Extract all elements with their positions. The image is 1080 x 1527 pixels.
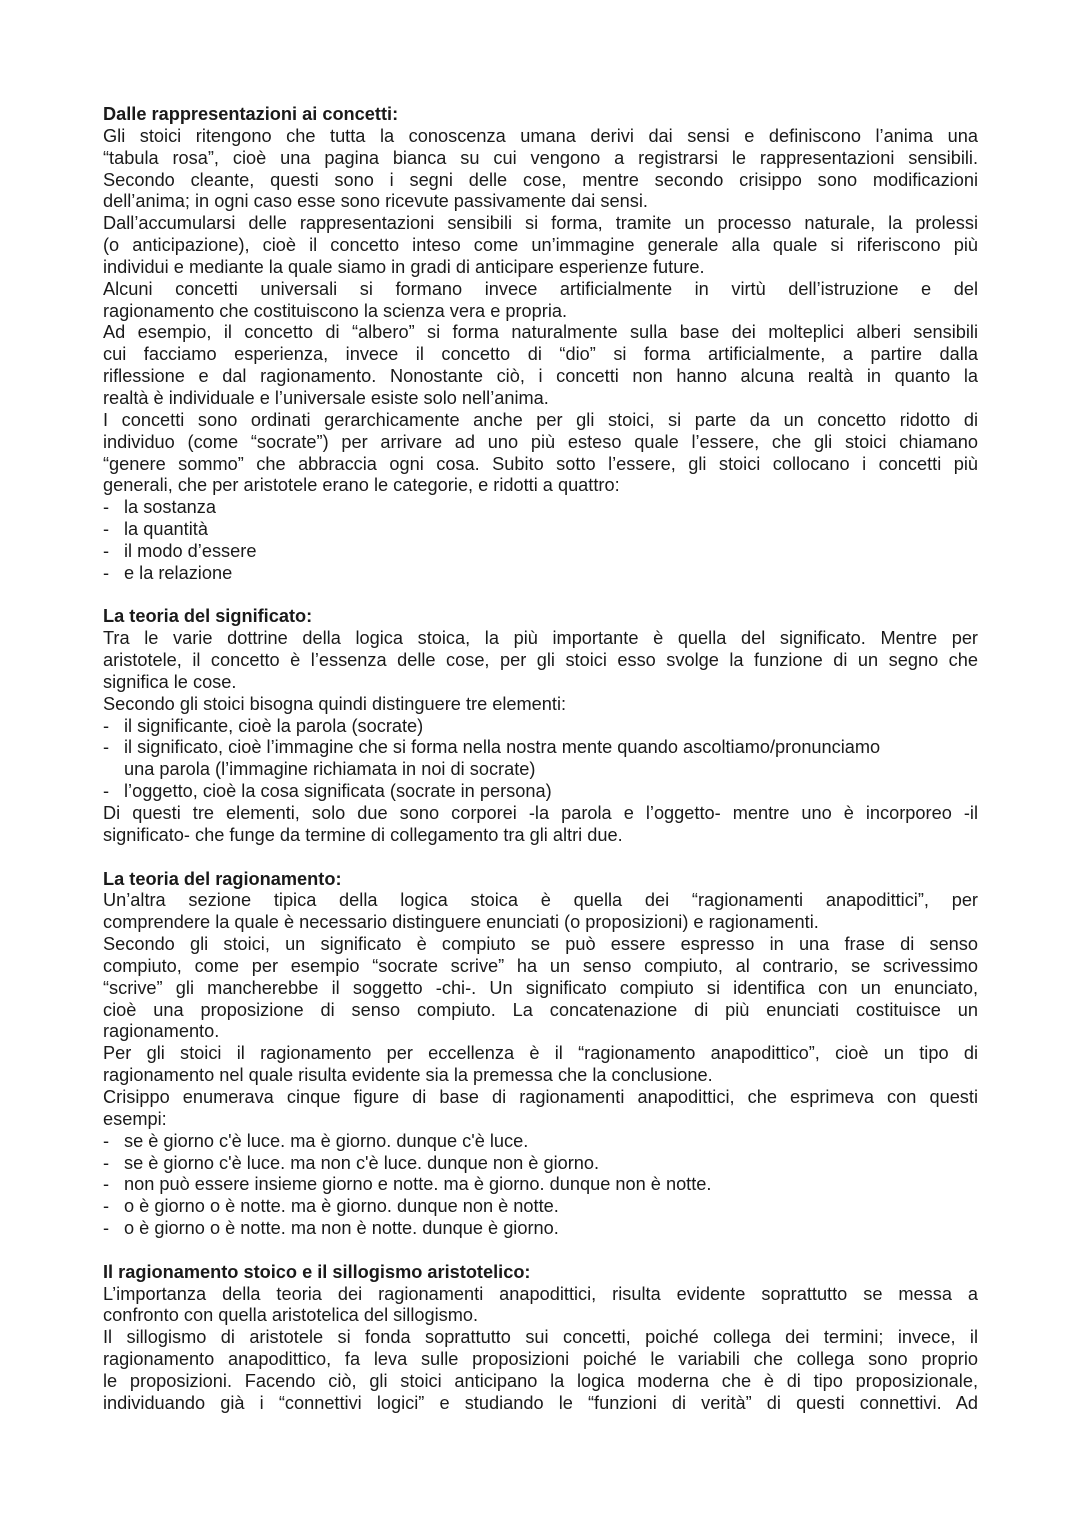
list-item-text: il modo d’essere	[124, 540, 257, 561]
paragraph	[103, 1043, 978, 1087]
text-line: “genere sommo” che abbraccia ogni cosa. Subito sotto l’essere, gli stoici collocano i concetti più	[103, 453, 978, 474]
text-line: ragionamento che costituiscono la scienza vera e propria.	[103, 300, 568, 321]
dash-bullet-icon: -	[103, 1174, 110, 1195]
text-line: aristotele, il concetto è l’essenza delle cose, per gli stoici esso svolge la funzione di un segno che	[103, 650, 978, 671]
dash-bullet-icon: -	[103, 1152, 110, 1173]
text-line: le proposizioni. Facendo ciò, gli stoici anticipano la logica moderna che è di tipo proposizionale,	[103, 1370, 978, 1391]
list-item	[103, 1153, 978, 1175]
document-section	[103, 869, 978, 1240]
text-line: ragionamento anapodittico, fa leva sulle proposizioni poiché le variabili che collega sono proprio	[103, 1349, 978, 1370]
paragraph	[103, 890, 978, 934]
list-item	[103, 519, 978, 541]
dash-bullet-icon: -	[103, 540, 110, 561]
paragraph	[103, 410, 978, 497]
text-line: Tra le varie dottrine della logica stoica, la più importante è quella del significato. Mentre per	[103, 628, 978, 649]
paragraph	[103, 694, 978, 716]
paragraph	[103, 126, 978, 213]
text-line: (o anticipazione), cioè il concetto inteso come un’immagine generale alla quale si riferiscono più	[103, 235, 978, 256]
dash-bullet-icon: -	[103, 519, 110, 540]
text-line: Dall’accumularsi delle rappresentazioni sensibili si forma, tramite un processo naturale, la prolessi	[103, 213, 978, 234]
document-section	[103, 606, 978, 846]
list-item-text: il significato, cioè l’immagine che si forma nella nostra mente quando ascoltiamo/pronunciamo	[124, 737, 881, 758]
paragraph	[103, 1327, 978, 1414]
text-line: Secondo cleante, questi sono i segni delle cose, mentre secondo crisippo sono modificazioni	[103, 169, 978, 190]
list-item-text: o è giorno o è notte. ma non è notte. dunque è giorno.	[124, 1218, 559, 1239]
list-item-text: l’oggetto, cioè la cosa significata (socrate in persona)	[124, 781, 552, 802]
document-page	[103, 104, 978, 1415]
text-line: significato- che funge da termine di collegamento tra gli altri due.	[103, 824, 623, 845]
text-line: “scrive” gli mancherebbe il soggetto -chi-. Un significato compiuto si identifica con un enunciato,	[103, 977, 978, 998]
text-line: Alcuni concetti universali si formano invece artificialmente in virtù dell’istruzione e del	[103, 278, 978, 299]
text-line: cui facciamo esperienza, invece il concetto di “dio” si forma artificialmente, a partire dalla	[103, 344, 978, 365]
text-line: Gli stoici ritengono che tutta la conoscenza umana derivi dai sensi e definiscono l’anima una	[103, 125, 978, 146]
dash-bullet-icon: -	[103, 737, 110, 758]
list-item	[103, 737, 978, 781]
list-item	[103, 1131, 978, 1153]
list-item-text: se è giorno c'è luce. ma non c'è luce. dunque non è giorno.	[124, 1152, 600, 1173]
text-line: esempi:	[103, 1108, 167, 1129]
text-line: realtà è individuale e l’universale esiste solo nell’anima.	[103, 387, 549, 408]
text-line: confronto con quella aristotelica del sillogismo.	[103, 1305, 479, 1326]
text-line: dell’anima; in ogni caso esse sono ricevute passivamente dai sensi.	[103, 191, 648, 212]
list-item-text: non può essere insieme giorno e notte. ma è giorno. dunque non è notte.	[124, 1174, 712, 1195]
list-item-text: e la relazione	[124, 562, 233, 583]
bullet-list	[103, 1131, 978, 1240]
text-line: generali, che per aristotele erano le categorie, e ridotti a quattro:	[103, 475, 620, 496]
dash-bullet-icon: -	[103, 1218, 110, 1239]
section-heading: La teoria del significato:	[103, 606, 313, 627]
text-line: Secondo gli stoici bisogna quindi distinguere tre elementi:	[103, 693, 567, 714]
text-line: Un’altra sezione tipica della logica stoica è quella dei “ragionamenti anapodittici”, per	[103, 890, 978, 911]
paragraph	[103, 628, 978, 694]
bullet-list	[103, 716, 978, 803]
text-line: compiuto, come per esempio “socrate scrive” ha un senso compiuto, al contrario, se scrivessimo	[103, 955, 978, 976]
dash-bullet-icon: -	[103, 1130, 110, 1151]
text-line: “tabula rosa”, cioè una pagina bianca su cui vengono a registrarsi le rappresentazioni sensibili.	[103, 147, 978, 168]
dash-bullet-icon: -	[103, 562, 110, 583]
document-section	[103, 1262, 978, 1415]
paragraph	[103, 934, 978, 1043]
list-item-text: la sostanza	[124, 497, 217, 518]
text-line: I concetti sono ordinati gerarchicamente anche per gli stoici, si parte da un concetto ridotto di	[103, 409, 978, 430]
paragraph	[103, 213, 978, 279]
list-item-text: la quantità	[124, 519, 208, 540]
list-item	[103, 541, 978, 563]
paragraph	[103, 1087, 978, 1131]
section-heading: Dalle rappresentazioni ai concetti:	[103, 104, 399, 124]
list-item	[103, 1196, 978, 1218]
paragraph	[103, 1284, 978, 1328]
text-line: ragionamento nel quale risulta evidente sia la premessa che la conclusione.	[103, 1065, 713, 1086]
list-item	[103, 716, 978, 738]
text-line: individuo (come “socrate”) per arrivare ad uno più esteso quale l’essere, che gli stoici chiamano	[103, 431, 978, 452]
section-heading: Il ragionamento stoico e il sillogismo aristotelico:	[103, 1261, 531, 1282]
text-line: Ad esempio, il concetto di “albero” si forma naturalmente sulla base dei molteplici alberi sensibili	[103, 322, 978, 343]
text-line: ragionamento.	[103, 1021, 220, 1042]
text-line: Per gli stoici il ragionamento per eccellenza è il “ragionamento anapodittico”, cioè un tipo di	[103, 1043, 978, 1064]
bullet-list	[103, 497, 978, 584]
list-item-text: o è giorno o è notte. ma è giorno. dunque non è notte.	[124, 1196, 559, 1217]
text-line: Di questi tre elementi, solo due sono corporei -la parola e l’oggetto- mentre uno è incorporeo -il	[103, 803, 978, 823]
dash-bullet-icon: -	[103, 781, 110, 802]
text-line: comprendere la quale è necessario distinguere enunciati (o proposizioni) e ragionamenti.	[103, 912, 819, 933]
list-item-text: il significante, cioè la parola (socrate)	[124, 715, 424, 736]
dash-bullet-icon: -	[103, 497, 110, 518]
text-line: Crisippo enumerava cinque figure di base di ragionamenti anapodittici, che esprimeva con questi	[103, 1086, 978, 1107]
list-item	[103, 1218, 978, 1240]
paragraph	[103, 803, 978, 847]
text-line: individuando già i “connettivi logici” e studiando le “funzioni di verità” di questi connettivi. Ad	[103, 1392, 978, 1413]
text-line: riflessione e dal ragionamento. Nonostante ciò, i concetti non hanno alcuna realtà in quanto la	[103, 366, 978, 387]
section-heading: La teoria del ragionamento:	[103, 868, 342, 889]
list-item-text: se è giorno c'è luce. ma è giorno. dunque c'è luce.	[124, 1130, 529, 1151]
paragraph	[103, 322, 978, 409]
text-line: individui e mediante la quale siamo in gradi di anticipare esperienze future.	[103, 256, 705, 277]
list-item	[103, 1174, 978, 1196]
list-item	[103, 563, 978, 585]
text-line: L’importanza della teoria dei ragionamenti anapodittici, risulta evidente soprattutto se messa a	[103, 1283, 978, 1304]
list-item-text: una parola (l’immagine richiamata in noi di socrate)	[124, 759, 536, 780]
text-line: cioè una proposizione di senso compiuto. La concatenazione di più enunciati costituisce un	[103, 999, 978, 1020]
dash-bullet-icon: -	[103, 715, 110, 736]
paragraph	[103, 279, 978, 323]
list-item	[103, 781, 978, 803]
text-line: Secondo gli stoici, un significato è compiuto se può essere espresso in una frase di senso	[103, 934, 978, 955]
text-line: Il sillogismo di aristotele si fonda soprattutto sui concetti, poiché collega dei termini; invece, il	[103, 1327, 978, 1348]
list-item	[103, 497, 978, 519]
document-section	[103, 104, 978, 585]
dash-bullet-icon: -	[103, 1196, 110, 1217]
text-line: significa le cose.	[103, 671, 237, 692]
